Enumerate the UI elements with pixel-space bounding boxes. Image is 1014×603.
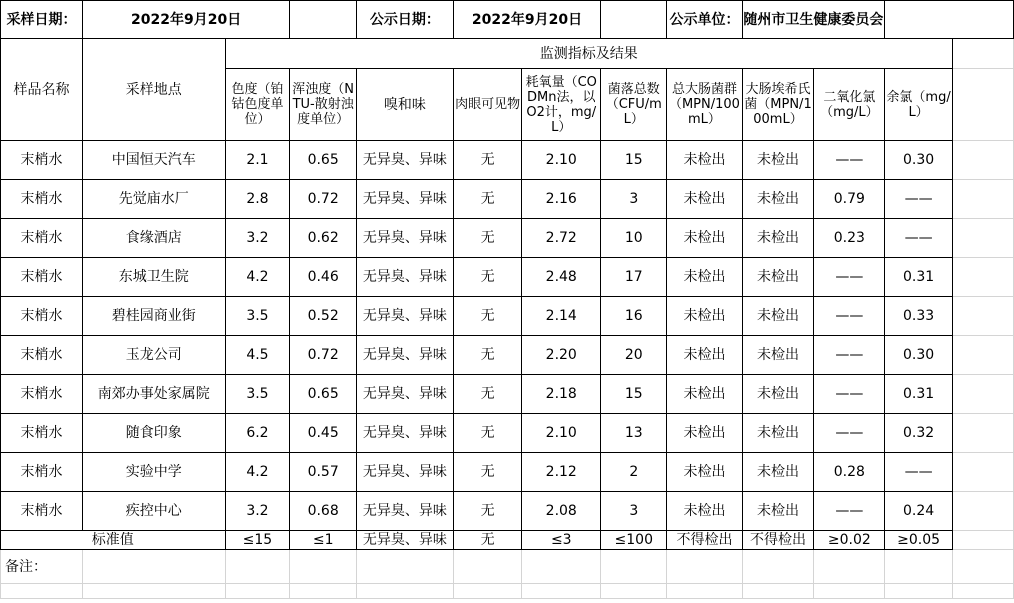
empty-cell[interactable] [952, 453, 1013, 492]
cell-color[interactable]: 3.2 [225, 492, 290, 531]
table-row [1, 297, 1014, 336]
cell-odor[interactable]: 无异臭、异味 [357, 375, 454, 414]
cell-cod[interactable]: 2.20 [522, 336, 601, 375]
col-ecoli[interactable]: 大肠埃希氏菌（MPN/100mL） [742, 69, 814, 141]
sample-date-value[interactable]: 2022年9月20日 [82, 1, 289, 39]
cell-turbidity[interactable]: 0.68 [290, 492, 357, 531]
cell-coliform[interactable]: 未检出 [667, 219, 742, 258]
cell-coliform[interactable]: 未检出 [667, 492, 742, 531]
table-row [1, 492, 1014, 531]
cell-clo2[interactable]: —— [814, 258, 885, 297]
cell-sample-name[interactable]: 末梢水 [1, 336, 83, 375]
cell-clo2[interactable]: —— [814, 414, 885, 453]
cell-colony[interactable]: 3 [601, 180, 667, 219]
cell-odor[interactable]: 无异臭、异味 [357, 141, 454, 180]
empty-cell[interactable] [952, 414, 1013, 453]
table-row [1, 180, 1014, 219]
cell-coliform[interactable]: 未检出 [667, 375, 742, 414]
cell-chlorine[interactable]: 0.31 [885, 258, 953, 297]
empty-cell[interactable] [952, 39, 1013, 69]
cell-odor[interactable]: 无异臭、异味 [357, 297, 454, 336]
cell-visible[interactable]: 无 [453, 414, 521, 453]
cell-colony[interactable]: 16 [601, 297, 667, 336]
col-clo2[interactable]: 二氧化氯（mg/L） [814, 69, 885, 141]
cell-color[interactable]: 3.5 [225, 297, 290, 336]
cell-ecoli[interactable]: 未检出 [742, 297, 814, 336]
cell-location[interactable]: 随食印象 [82, 414, 225, 453]
cell-visible[interactable]: 无 [453, 336, 521, 375]
standard-value[interactable]: 不得检出 [742, 531, 814, 550]
cell-color[interactable]: 4.5 [225, 336, 290, 375]
empty-cell[interactable] [290, 550, 357, 584]
publish-unit-label[interactable]: 公示单位： [667, 1, 742, 39]
empty-cell[interactable] [667, 550, 742, 584]
cell-cod[interactable]: 2.72 [522, 219, 601, 258]
cell-visible[interactable]: 无 [453, 297, 521, 336]
cell-odor[interactable]: 无异臭、异味 [357, 492, 454, 531]
empty-cell[interactable] [885, 1, 1014, 39]
cell-ecoli[interactable]: 未检出 [742, 375, 814, 414]
col-odor[interactable]: 嗅和味 [357, 69, 454, 141]
cell-clo2[interactable]: —— [814, 297, 885, 336]
cell-colony[interactable]: 15 [601, 141, 667, 180]
cell-turbidity[interactable]: 0.72 [290, 336, 357, 375]
empty-cell[interactable] [522, 550, 601, 584]
empty-cell[interactable] [814, 584, 885, 599]
empty-cell[interactable] [601, 550, 667, 584]
standard-row [1, 531, 1014, 550]
empty-cell[interactable] [814, 550, 885, 584]
col-colony[interactable]: 菌落总数（CFU/mL） [601, 69, 667, 141]
cell-turbidity[interactable]: 0.65 [290, 375, 357, 414]
cell-ecoli[interactable]: 未检出 [742, 453, 814, 492]
cell-ecoli[interactable]: 未检出 [742, 414, 814, 453]
cell-chlorine[interactable]: —— [885, 180, 953, 219]
cell-chlorine[interactable]: —— [885, 453, 953, 492]
empty-cell[interactable] [290, 584, 357, 599]
cell-coliform[interactable]: 未检出 [667, 453, 742, 492]
cell-chlorine[interactable]: 0.32 [885, 414, 953, 453]
empty-cell[interactable] [522, 584, 601, 599]
cell-turbidity[interactable]: 0.45 [290, 414, 357, 453]
cell-location[interactable]: 食缘酒店 [82, 219, 225, 258]
cell-ecoli[interactable]: 未检出 [742, 258, 814, 297]
cell-coliform[interactable]: 未检出 [667, 297, 742, 336]
header-row [1, 1, 1014, 39]
cell-chlorine[interactable]: 0.31 [885, 375, 953, 414]
empty-cell[interactable] [952, 180, 1013, 219]
cell-coliform[interactable]: 未检出 [667, 258, 742, 297]
cell-odor[interactable]: 无异臭、异味 [357, 219, 454, 258]
cell-color[interactable]: 6.2 [225, 414, 290, 453]
cell-coliform[interactable]: 未检出 [667, 414, 742, 453]
cell-sample-name[interactable]: 末梢水 [1, 141, 83, 180]
cell-clo2[interactable]: 0.28 [814, 453, 885, 492]
empty-cell[interactable] [601, 1, 667, 39]
sample-date-label[interactable]: 采样日期： [1, 1, 83, 39]
cell-cod[interactable]: 2.10 [522, 141, 601, 180]
standard-value[interactable]: 不得检出 [667, 531, 742, 550]
col-chlorine[interactable]: 余氯（mg/L） [885, 69, 953, 141]
empty-cell[interactable] [82, 550, 225, 584]
cell-ecoli[interactable]: 未检出 [742, 141, 814, 180]
cell-colony[interactable]: 3 [601, 492, 667, 531]
standard-value[interactable]: ≤3 [522, 531, 601, 550]
cell-clo2[interactable]: 0.23 [814, 219, 885, 258]
col-sample-name[interactable]: 样品名称 [1, 39, 83, 141]
cell-cod[interactable]: 2.10 [522, 414, 601, 453]
cell-ecoli[interactable]: 未检出 [742, 492, 814, 531]
cell-turbidity[interactable]: 0.62 [290, 219, 357, 258]
empty-cell[interactable] [290, 1, 357, 39]
cell-cod[interactable]: 2.18 [522, 375, 601, 414]
empty-cell[interactable] [357, 550, 454, 584]
group-title[interactable]: 监测指标及结果 [225, 39, 952, 69]
cell-location[interactable]: 疾控中心 [82, 492, 225, 531]
empty-cell[interactable] [225, 550, 290, 584]
table-row [1, 336, 1014, 375]
cell-sample-name[interactable]: 末梢水 [1, 453, 83, 492]
cell-chlorine[interactable]: —— [885, 219, 953, 258]
cell-chlorine[interactable]: 0.24 [885, 492, 953, 531]
empty-cell[interactable] [952, 531, 1013, 550]
empty-cell[interactable] [1, 584, 83, 599]
cell-color[interactable]: 2.8 [225, 180, 290, 219]
empty-cell[interactable] [952, 141, 1013, 180]
cell-visible[interactable]: 无 [453, 141, 521, 180]
cell-visible[interactable]: 无 [453, 375, 521, 414]
publish-date-value[interactable]: 2022年9月20日 [453, 1, 600, 39]
cell-location[interactable]: 实验中学 [82, 453, 225, 492]
empty-cell[interactable] [952, 297, 1013, 336]
empty-cell[interactable] [885, 584, 953, 599]
note-label[interactable]: 备注： [1, 550, 83, 584]
cell-color[interactable]: 3.2 [225, 219, 290, 258]
table-row [1, 453, 1014, 492]
standard-value[interactable]: ≤1 [290, 531, 357, 550]
cell-location[interactable]: 碧桂园商业街 [82, 297, 225, 336]
publish-unit-value[interactable]: 随州市卫生健康委员会 [742, 1, 885, 39]
cell-chlorine[interactable]: 0.30 [885, 336, 953, 375]
cell-colony[interactable]: 10 [601, 219, 667, 258]
cell-colony[interactable]: 13 [601, 414, 667, 453]
cell-visible[interactable]: 无 [453, 180, 521, 219]
cell-cod[interactable]: 2.08 [522, 492, 601, 531]
cell-clo2[interactable]: —— [814, 492, 885, 531]
cell-turbidity[interactable]: 0.65 [290, 141, 357, 180]
group-title-row [1, 39, 1014, 69]
cell-clo2[interactable]: —— [814, 141, 885, 180]
cell-clo2[interactable]: —— [814, 336, 885, 375]
empty-cell[interactable] [952, 584, 1013, 599]
empty-cell[interactable] [952, 375, 1013, 414]
standard-label[interactable]: 标准值 [1, 531, 226, 550]
col-coliform[interactable]: 总大肠菌群（MPN/100mL） [667, 69, 742, 141]
cell-turbidity[interactable]: 0.52 [290, 297, 357, 336]
cell-ecoli[interactable]: 未检出 [742, 336, 814, 375]
table-row [1, 258, 1014, 297]
empty-cell[interactable] [952, 258, 1013, 297]
cell-visible[interactable]: 无 [453, 453, 521, 492]
cell-cod[interactable]: 2.16 [522, 180, 601, 219]
empty-cell[interactable] [82, 584, 225, 599]
table-row [1, 219, 1014, 258]
cell-color[interactable]: 4.2 [225, 258, 290, 297]
empty-cell[interactable] [885, 550, 953, 584]
standard-value[interactable]: ≤15 [225, 531, 290, 550]
standard-value[interactable]: 无异臭、异味 [357, 531, 454, 550]
cell-colony[interactable]: 15 [601, 375, 667, 414]
cell-sample-name[interactable]: 末梢水 [1, 219, 83, 258]
empty-cell[interactable] [357, 584, 454, 599]
col-visible[interactable]: 肉眼可见物 [453, 69, 521, 141]
col-color[interactable]: 色度（铂钴色度单位） [225, 69, 290, 141]
cell-turbidity[interactable]: 0.57 [290, 453, 357, 492]
table-row [1, 375, 1014, 414]
cell-sample-name[interactable]: 末梢水 [1, 180, 83, 219]
empty-cell[interactable] [952, 550, 1013, 584]
cell-clo2[interactable]: —— [814, 375, 885, 414]
cell-turbidity[interactable]: 0.46 [290, 258, 357, 297]
col-location[interactable]: 采样地点 [82, 39, 225, 141]
empty-cell[interactable] [667, 584, 742, 599]
cell-visible[interactable]: 无 [453, 219, 521, 258]
empty-cell[interactable] [952, 219, 1013, 258]
cell-odor[interactable]: 无异臭、异味 [357, 258, 454, 297]
cell-color[interactable]: 3.5 [225, 375, 290, 414]
empty-cell[interactable] [453, 584, 521, 599]
publish-date-label[interactable]: 公示日期： [357, 1, 454, 39]
cell-color[interactable]: 4.2 [225, 453, 290, 492]
empty-cell[interactable] [952, 69, 1013, 141]
cell-location[interactable]: 中国恒天汽车 [82, 141, 225, 180]
empty-cell[interactable] [225, 584, 290, 599]
cell-location[interactable]: 玉龙公司 [82, 336, 225, 375]
cell-odor[interactable]: 无异臭、异味 [357, 180, 454, 219]
cell-sample-name[interactable]: 末梢水 [1, 375, 83, 414]
cell-chlorine[interactable]: 0.30 [885, 141, 953, 180]
blank-row [1, 584, 1014, 599]
cell-odor[interactable]: 无异臭、异味 [357, 414, 454, 453]
cell-turbidity[interactable]: 0.72 [290, 180, 357, 219]
cell-sample-name[interactable]: 末梢水 [1, 258, 83, 297]
col-turbidity[interactable]: 浑浊度（NTU-散射浊度单位） [290, 69, 357, 141]
cell-color[interactable]: 2.1 [225, 141, 290, 180]
cell-ecoli[interactable]: 未检出 [742, 180, 814, 219]
table-row [1, 141, 1014, 180]
cell-visible[interactable]: 无 [453, 258, 521, 297]
cell-odor[interactable]: 无异臭、异味 [357, 336, 454, 375]
cell-visible[interactable]: 无 [453, 492, 521, 531]
empty-cell[interactable] [742, 584, 814, 599]
cell-colony[interactable]: 20 [601, 336, 667, 375]
cell-location[interactable]: 先觉庙水厂 [82, 180, 225, 219]
note-row [1, 550, 1014, 584]
cell-colony[interactable]: 17 [601, 258, 667, 297]
cell-ecoli[interactable]: 未检出 [742, 219, 814, 258]
empty-cell[interactable] [952, 336, 1013, 375]
cell-odor[interactable]: 无异臭、异味 [357, 453, 454, 492]
cell-location[interactable]: 南郊办事处家属院 [82, 375, 225, 414]
cell-sample-name[interactable]: 末梢水 [1, 492, 83, 531]
standard-value[interactable]: ≤100 [601, 531, 667, 550]
cell-coliform[interactable]: 未检出 [667, 141, 742, 180]
standard-value[interactable]: ≥0.05 [885, 531, 953, 550]
cell-clo2[interactable]: 0.79 [814, 180, 885, 219]
empty-cell[interactable] [952, 492, 1013, 531]
cell-coliform[interactable]: 未检出 [667, 336, 742, 375]
empty-cell[interactable] [742, 550, 814, 584]
col-cod[interactable]: 耗氧量（CODMn法，以O2计，mg/L） [522, 69, 601, 141]
table-row [1, 414, 1014, 453]
cell-cod[interactable]: 2.48 [522, 258, 601, 297]
cell-cod[interactable]: 2.12 [522, 453, 601, 492]
cell-chlorine[interactable]: 0.33 [885, 297, 953, 336]
standard-value[interactable]: ≥0.02 [814, 531, 885, 550]
empty-cell[interactable] [601, 584, 667, 599]
cell-sample-name[interactable]: 末梢水 [1, 297, 83, 336]
standard-value[interactable]: 无 [453, 531, 521, 550]
data-rows [1, 141, 1014, 531]
empty-cell[interactable] [453, 550, 521, 584]
cell-cod[interactable]: 2.14 [522, 297, 601, 336]
cell-coliform[interactable]: 未检出 [667, 180, 742, 219]
cell-sample-name[interactable]: 末梢水 [1, 414, 83, 453]
cell-colony[interactable]: 2 [601, 453, 667, 492]
cell-location[interactable]: 东城卫生院 [82, 258, 225, 297]
